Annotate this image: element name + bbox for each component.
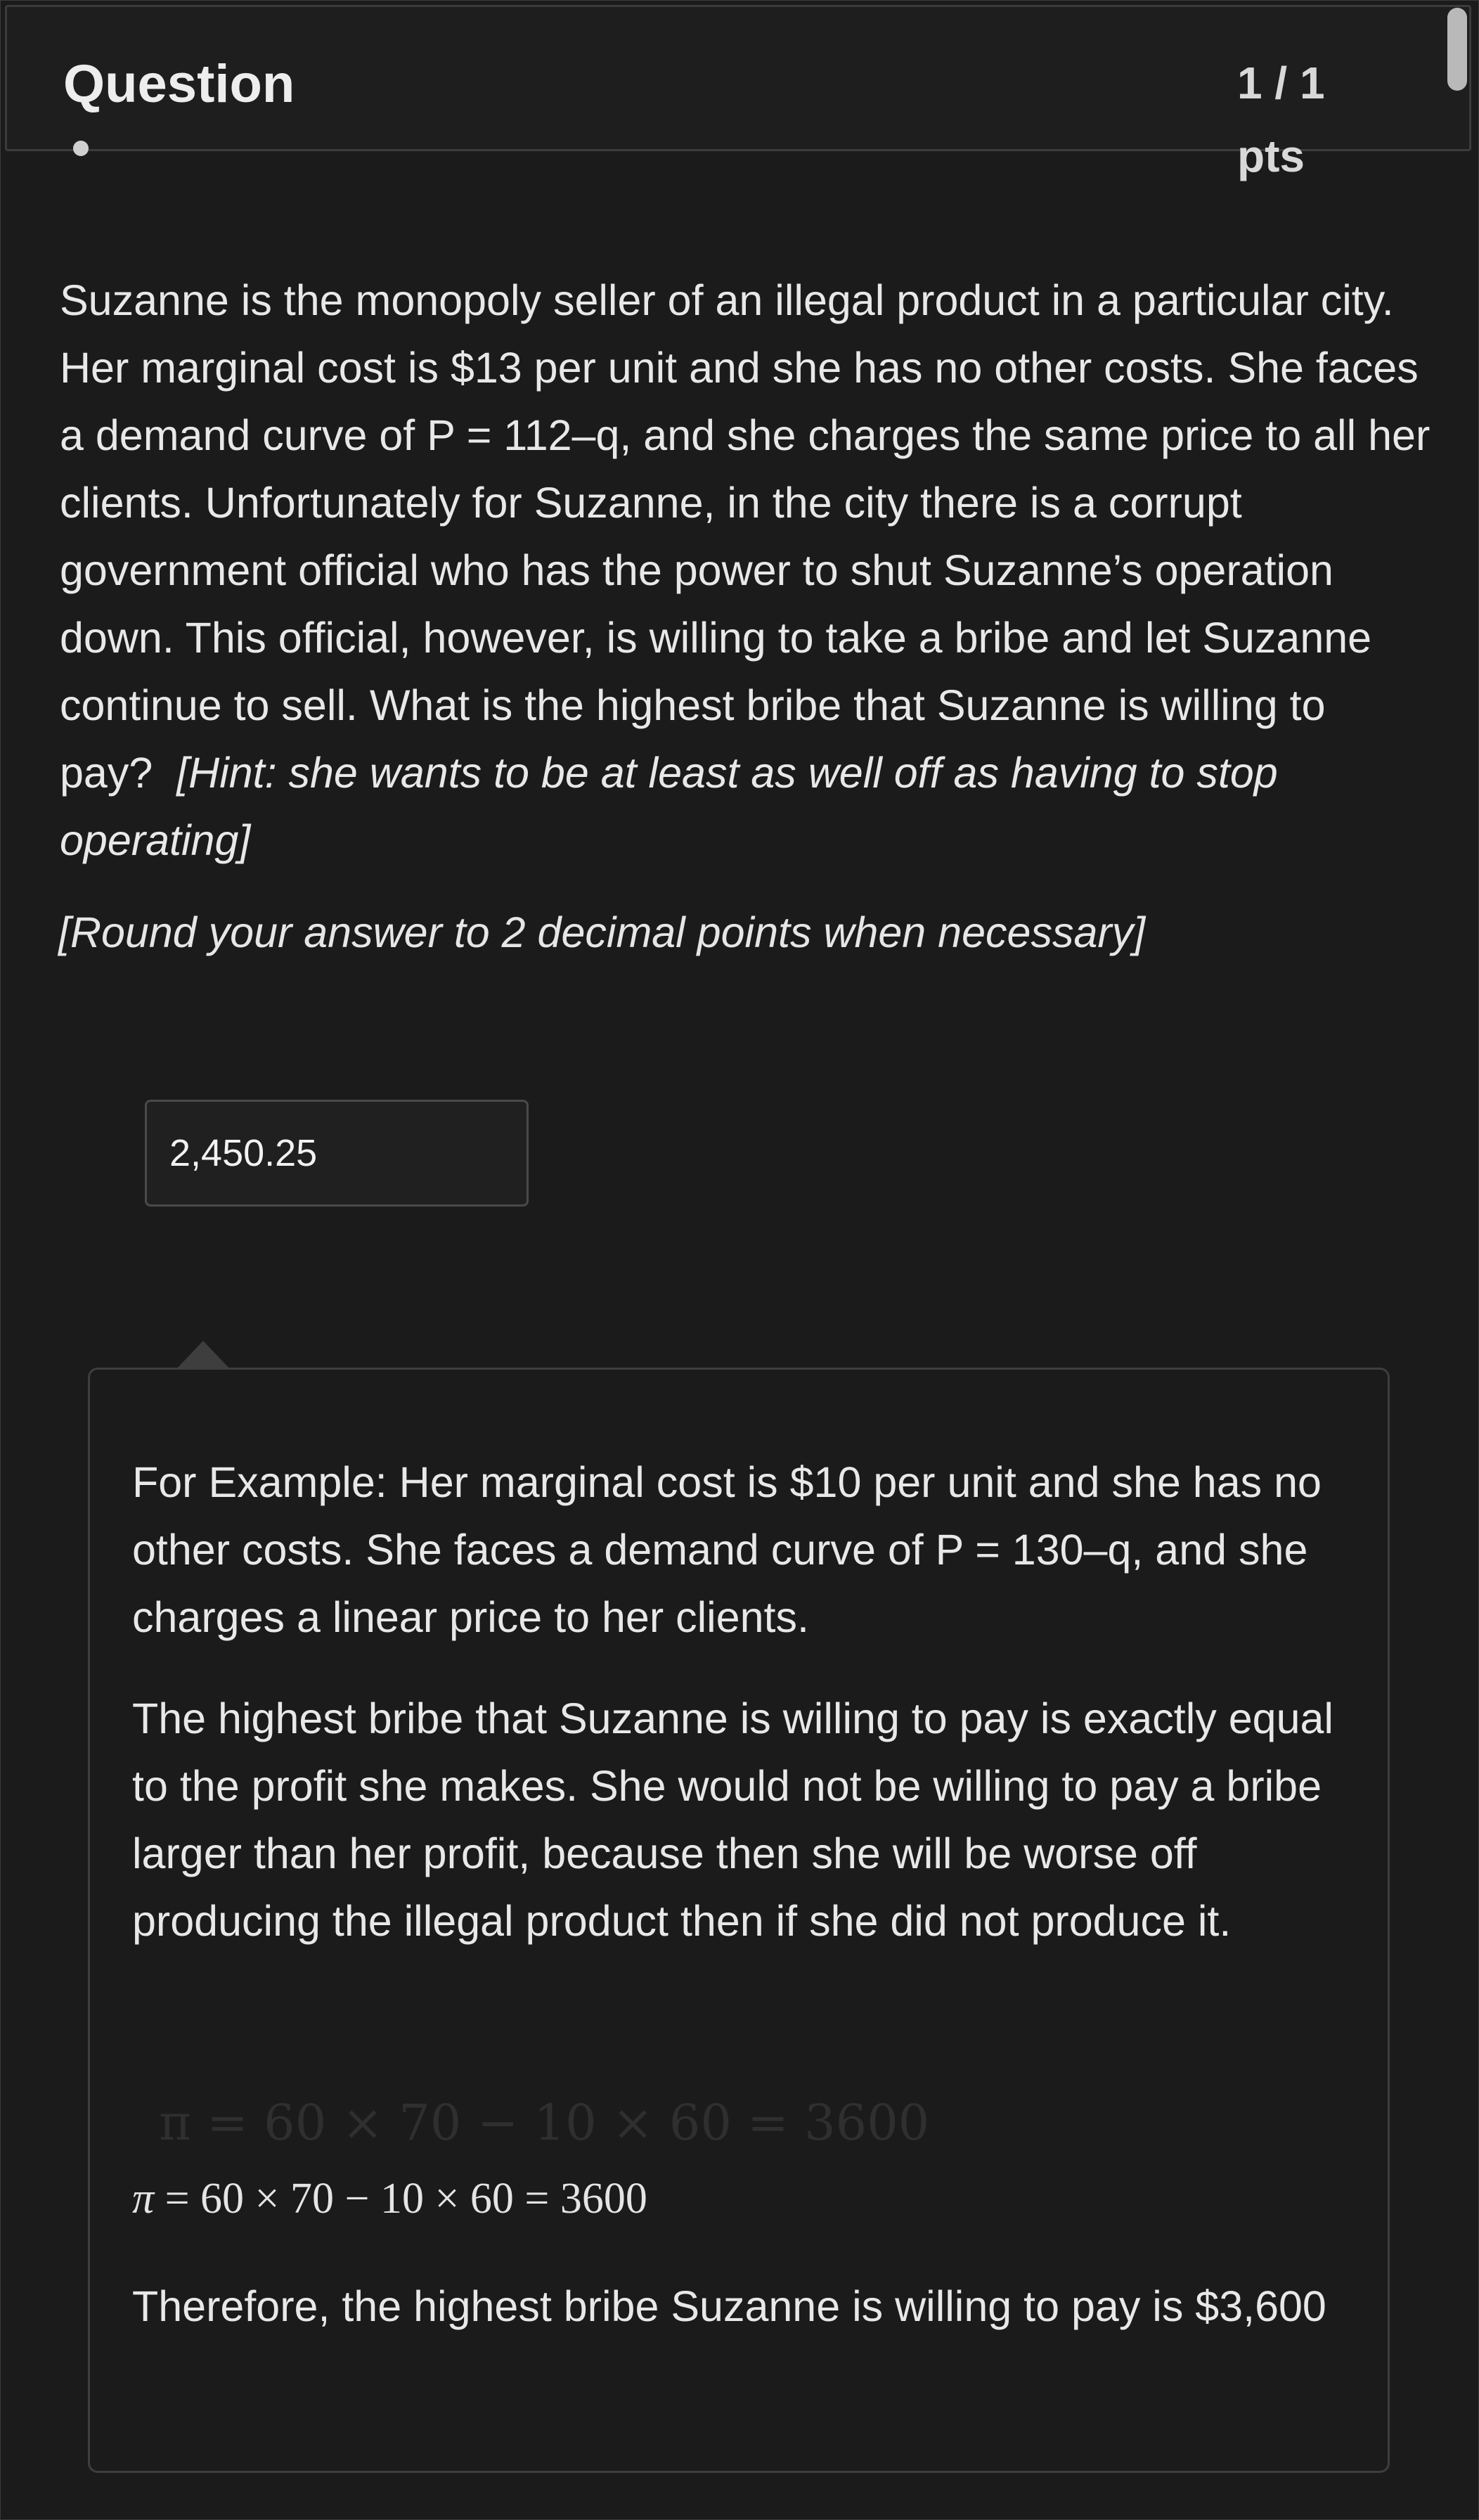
math-equation <box>132 2174 647 2224</box>
feedback-example: For Example: Her marginal cost is $10 per unit and she has no other costs. She faces a demand curve of P = 130–q, and she charges a linear price to her clients. <box>132 1458 1322 1641</box>
question-body <box>60 266 1438 874</box>
feedback-box <box>88 1368 1390 2473</box>
rounding-note: [Round your answer to 2 decimal points when necessary] <box>58 908 1146 956</box>
math-equation-rendered: π = 60 × 70 − 10 × 60 = 3600 <box>159 2094 930 2152</box>
answer-input[interactable] <box>145 1100 529 1207</box>
feedback-explanation: The highest bribe that Suzanne is willing to pay is exactly equal to the profit she makes. She would not be willing to pay a bribe larger than her profit, because then she will be worse off producing the illegal product then if she did not produce it. <box>132 1695 1333 1945</box>
question-title: Question <box>63 54 295 114</box>
math-expression: = 60 × 70 − 10 × 60 = 3600 <box>154 2175 647 2223</box>
feedback-pointer <box>175 1341 231 1370</box>
question-hint: [Hint: she wants to be at least as well off as having to stop operating] <box>60 749 1278 864</box>
scrollbar-thumb[interactable] <box>1447 8 1467 91</box>
question-header <box>5 5 1471 181</box>
math-pi-symbol: π <box>132 2175 155 2223</box>
feedback-conclusion: Therefore, the highest bribe Suzanne is willing to pay is $3,600 <box>132 2282 1326 2330</box>
points-label: 1 / 1 pts <box>1237 58 1325 181</box>
title-overflow-dot <box>73 141 89 156</box>
question-text: Suzanne is the monopoly seller of an illegal product in a particular city. Her marginal cost is $13 per unit and she has no other costs. She faces a demand curve of P = 112–q, and she charges the same price to all her clients. Unfortunately for Suzanne, in the city there is a corrupt government official who has the power to shut Suzanne’s operation down. This official, however, is willing to take a bribe and let Suzanne continue to sell. What is the highest bribe that Suzanne is willing to pay? <box>60 276 1430 797</box>
